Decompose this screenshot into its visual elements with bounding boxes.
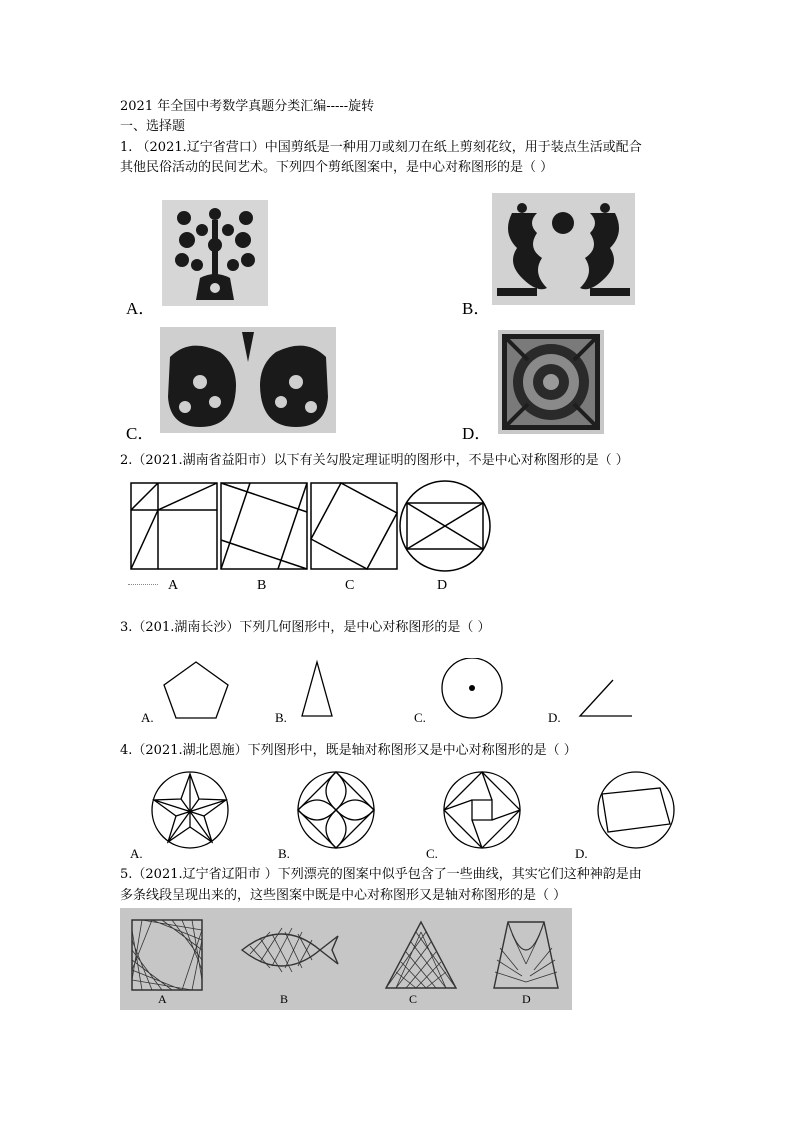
line-envelope-patterns-image <box>120 908 572 1010</box>
figure-2a <box>131 483 217 569</box>
pythagorean-proof-figures <box>128 480 493 572</box>
q5-option-d-label: D <box>522 992 531 1006</box>
q5-option-a-label: A <box>158 992 167 1006</box>
circle-pattern-figures <box>140 770 680 852</box>
figure-2c <box>311 483 397 569</box>
figure-2b <box>221 483 307 569</box>
question-1-text-line2: 其他民俗活动的民间艺术。下列四个剪纸图案中，是中心对称图形的是（ ） <box>120 160 554 175</box>
q1-option-d-label: D． <box>462 424 492 443</box>
angle-shape <box>580 680 632 716</box>
q1-option-b-label: B． <box>462 299 491 318</box>
q5-option-c-label: C <box>409 992 418 1006</box>
paper-cut-flower-vase-image <box>162 200 268 306</box>
star-in-circle <box>152 772 228 848</box>
q3-option-c-label: C. <box>414 710 426 725</box>
geometry-shapes <box>160 658 640 724</box>
q3-option-b-label: B. <box>275 710 287 725</box>
circle-center-dot <box>469 685 475 691</box>
quadrilateral-in-circle <box>598 772 674 848</box>
question-5-text-line2: 多条线段呈现出来的，这些图案中既是中心对称图形又是轴对称图形的是（ ） <box>120 888 567 903</box>
paper-cut-qilin-image <box>160 327 336 433</box>
q2-option-d-label: D <box>437 578 448 593</box>
paper-cut-dragons-image <box>492 193 635 305</box>
figure-2d <box>400 481 490 571</box>
question-3-text: 3.（201.湖南长沙）下列几何图形中，是中心对称图形的是（ ） <box>120 620 491 635</box>
q1-option-c-label: C． <box>126 424 155 443</box>
q4-option-c-label: C. <box>426 846 438 861</box>
q1-option-a-label: A． <box>126 299 156 318</box>
q4-option-b-label: B. <box>278 846 290 861</box>
q3-option-d-label: D. <box>548 710 561 725</box>
question-4-text: 4.（2021.湖北恩施）下列图形中，既是轴对称图形又是中心对称图形的是（ ） <box>120 743 577 758</box>
four-petal-circle <box>298 772 374 848</box>
question-5-text-line1: 5.（2021.辽宁省辽阳市 ）下列漂亮的图案中似乎包含了一些曲线，其实它们这种神韵是由 <box>120 867 642 882</box>
document-title: 2021 年全国中考数学真题分类汇编-----旋转 <box>120 99 375 114</box>
question-2-text: 2.（2021.湖南省益阳市）以下有关勾股定理证明的图形中，不是中心对称图形的是（ ） <box>120 453 629 468</box>
q5-option-b-label: B <box>280 992 289 1006</box>
pentagon-shape <box>164 662 228 718</box>
dotted-rule <box>128 584 158 585</box>
section-heading: 一、选择题 <box>120 119 186 134</box>
q2-option-a-label: A <box>168 578 179 593</box>
q2-option-c-label: C <box>345 578 355 593</box>
isosceles-triangle-shape <box>302 662 332 716</box>
q3-option-a-label: A. <box>141 710 154 725</box>
q2-option-b-label: B <box>257 578 267 593</box>
q4-option-a-label: A. <box>130 846 143 861</box>
q4-option-d-label: D. <box>575 846 588 861</box>
question-1-text-line1: 1. （2021.辽宁省营口）中国剪纸是一种用刀或刻刀在纸上剪刻花纹，用于装点生活或配合 <box>120 140 642 155</box>
paper-cut-square-mandala-image <box>498 330 604 434</box>
square-windmill-circle <box>444 772 520 848</box>
